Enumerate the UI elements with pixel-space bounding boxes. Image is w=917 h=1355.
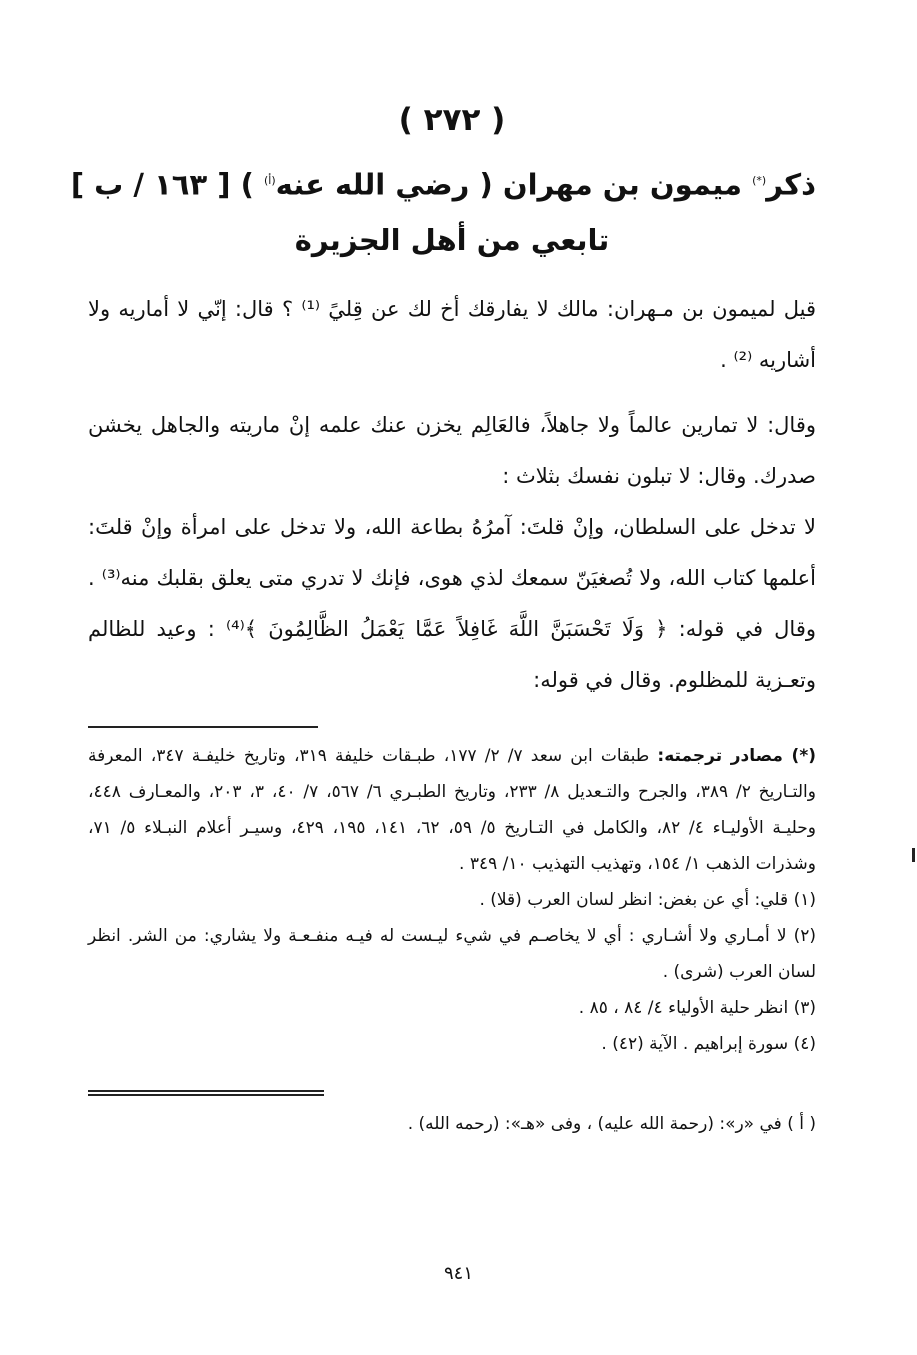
paragraph: قيل لميمون بن مـهران: مالك لا يفارقك أخ لك عن قِليً ⁽¹⁾ ؟ قال: إنّي لا أماريه ولا أشاريه ⁽²⁾ . bbox=[88, 297, 816, 372]
heading-folio: ) [ ١٦٣ / ب ] bbox=[70, 167, 264, 202]
page-number: ٩٤١ bbox=[443, 1263, 473, 1284]
footnote-text: لا أمـاري ولا أشـاري : أي لا يخاصـم في شيء ليـست له فيـه منفـعـة ولا يشاري: من الشر. انظر لسان العرب (شرى) . bbox=[88, 926, 816, 982]
footnote bbox=[88, 738, 816, 882]
main-text bbox=[88, 284, 816, 706]
footnotes bbox=[88, 738, 816, 1062]
paragraph: وقال: لا تمارين عالماً ولا جاهلاً، فالعَالِم يخزن عنك علمه إنْ ماريته والجاهل يخشن صدرك. وقال: لا تبلون نفسك بثلاث : bbox=[88, 413, 816, 488]
footnote bbox=[88, 918, 816, 990]
footnote-text: قلي: أي عن بغض: انظر لسان العرب (قلا) . bbox=[479, 890, 794, 910]
footnote-label: (*) مصادر ترجمته: bbox=[657, 746, 816, 766]
footnote-divider bbox=[88, 726, 318, 728]
footnote-label: (٣) bbox=[793, 998, 816, 1018]
book-page bbox=[70, 96, 817, 1336]
footnote bbox=[88, 882, 816, 918]
entry-heading bbox=[70, 150, 816, 212]
footnote bbox=[88, 990, 816, 1026]
footnote-text: انظر حلية الأولياء ٤/ ٨٤ ، ٨٥ . bbox=[578, 998, 794, 1018]
footnote-label: (٢) bbox=[793, 926, 816, 946]
source-footnote-marker: (*) bbox=[752, 174, 767, 187]
heading-name: ميمون بن مهران ( رضي الله عنه bbox=[275, 167, 753, 202]
footnote-text: سورة إبراهيم . الآية (٤٢) . bbox=[601, 1034, 794, 1054]
variant-footnote-marker: (أ) bbox=[264, 174, 276, 187]
scan-margin-mark bbox=[912, 848, 915, 862]
variant-note: ( أ ) في «ر»: (رحمة الله عليه) ، وفى «هـ»: (رحمه الله) . bbox=[407, 1114, 816, 1134]
heading-dhikr: ذكر bbox=[766, 167, 816, 202]
entry-number: ( ٢٧٢ ) bbox=[398, 102, 506, 138]
footnote-label: (٤) bbox=[793, 1034, 816, 1054]
footnote-label: (١) bbox=[793, 890, 816, 910]
entry-subheading: تابعي من أهل الجزيرة bbox=[294, 223, 610, 257]
footnote-text: طبقات ابن سعد ٧/ ٢/ ١٧٧، طبـقات خليفة ٣١٩، وتاريخ خليفـة ٣٤٧، المعرفة والتـاريخ ٢/ ٣٨٩، والجرح والتـعديل ٨/ ٢٣٣، وتاريخ الطبـري ٦/ ٥٦٧، ٧/ ٤٠، ٣، ٢٠٣، والمعـارف ٤٤٨، وحليـة الأوليـاء ٤/ ٨٢، والكامل في التـاريخ ٥/ ٥٩، ٦٢، ١٤١، ١٩٥، ٤٢٩، وسيـر أعلام النبـلاء ٥/ ٧١، وشذرات الذهب ١/ ١٥٤، وتهذيب التهذيب ١٠/ ٣٤٩ . bbox=[88, 746, 816, 874]
footnote bbox=[88, 1026, 816, 1062]
paragraph: لا تدخل على السلطان، وإنْ قلتَ: آمرُهُ بطاعة الله، ولا تدخل على امرأة وإنْ قلتَ: أعلمها كتاب الله، ولا تُصغيَنّ سمعك لذي هوى، فإنك لا تدري متى يعلق بقلبك منه⁽³⁾ . وقال في قوله: ﴿ وَلَا تَحْسَبَنَّ اللَّهَ غَافِلاً عَمَّا يَعْمَلُ الظَّالِمُونَ ﴾⁽⁴⁾ : وعيد للظالم وتعـزية للمظلوم. وقال في قوله: bbox=[88, 515, 817, 692]
variant-note-divider bbox=[88, 1090, 324, 1096]
